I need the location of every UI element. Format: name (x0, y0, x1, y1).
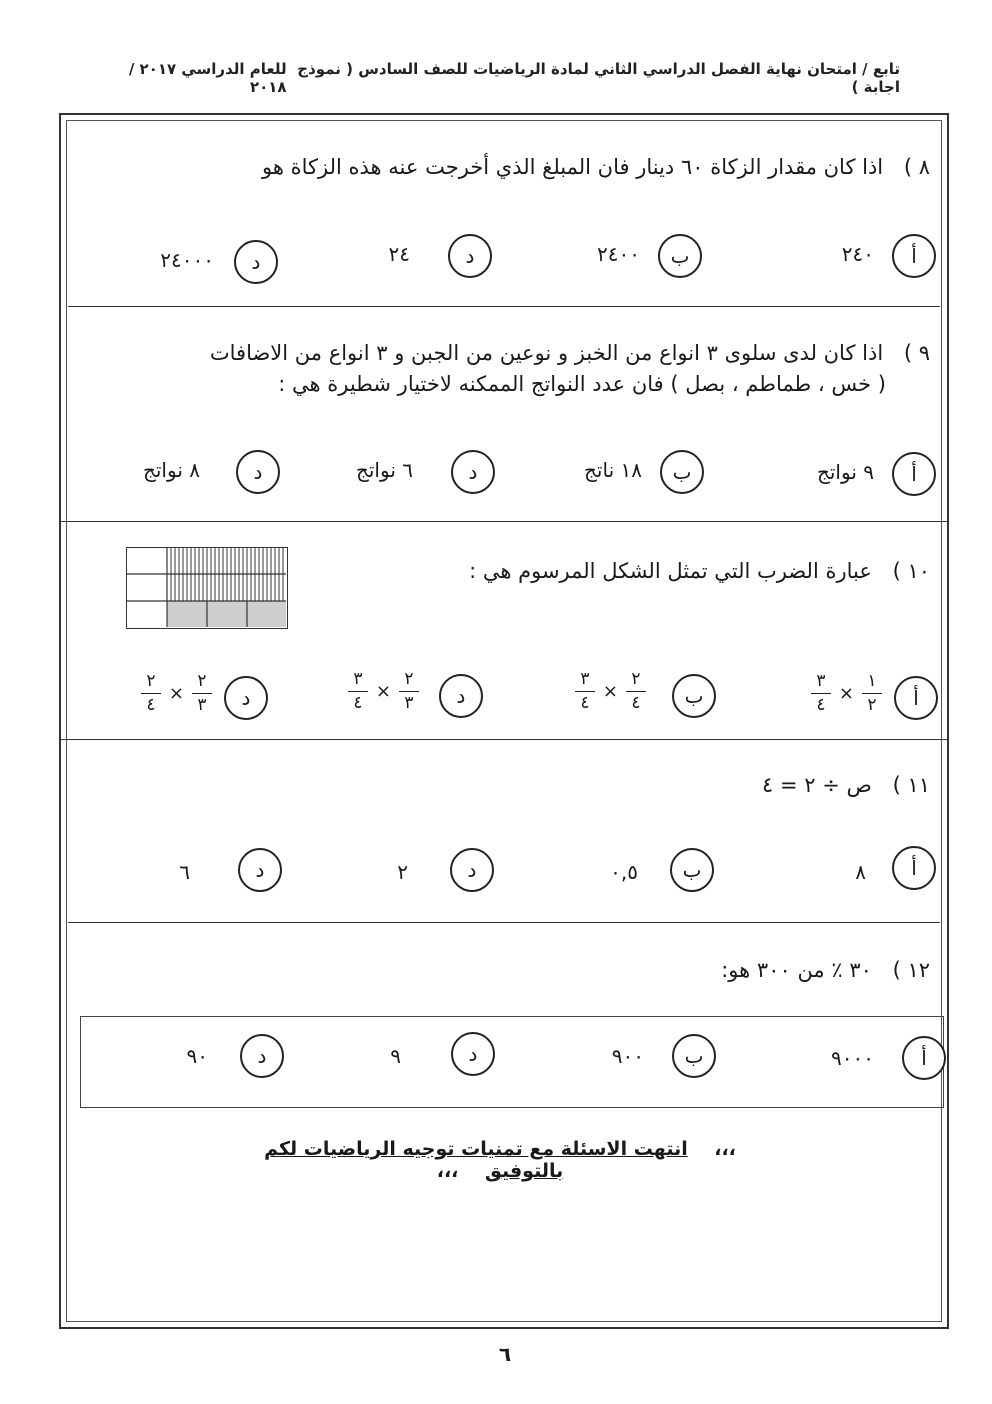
academic-year: للعام الدراسي ٢٠١٧ / ٢٠١٨ (128, 60, 287, 96)
fraction-expression (811, 672, 882, 715)
option-d[interactable] (112, 672, 268, 726)
times-sign: × (602, 681, 618, 702)
fraction-right: $\frac{١}{٢}$ (862, 672, 882, 715)
marks-right: ،،، (714, 1138, 736, 1160)
option-a[interactable] (780, 672, 938, 726)
times-sign: × (375, 681, 391, 702)
option-value: ٨ نواتج (142, 458, 200, 482)
option-letter: د (236, 450, 280, 494)
closing-message (220, 1138, 780, 1182)
option-d[interactable] (125, 450, 280, 498)
option-letter: د (450, 848, 494, 892)
option-c[interactable] (345, 450, 495, 498)
option-letter: د (224, 676, 268, 720)
question-10 (469, 556, 930, 587)
option-b[interactable] (600, 1034, 716, 1082)
question-text: عبارة الضرب التي تمثل الشكل المرسوم هي : (469, 559, 872, 583)
divider (60, 739, 948, 740)
option-letter: ب (672, 1034, 716, 1078)
exam-title: تابع / امتحان نهاية الفصل الدراسي الثاني لمادة الرياضيات للصف السادس ( نموذج اجابة ) (297, 60, 900, 96)
option-letter: د (448, 234, 492, 278)
option-letter: د (439, 674, 483, 718)
question-text: ص ÷ ٢ = ٤ (762, 773, 872, 797)
divider (68, 922, 940, 923)
option-c[interactable] (392, 848, 494, 896)
option-value: ١٨ ناتج (584, 458, 642, 482)
option-letter: د (238, 848, 282, 892)
option-b[interactable] (540, 670, 716, 724)
option-a[interactable] (838, 846, 936, 894)
marks-left: ،،، (436, 1160, 459, 1182)
option-letter: أ (892, 452, 936, 496)
option-value: ٢٤٠٠ (597, 242, 640, 266)
option-value: ٢٤ (388, 242, 410, 266)
option-b[interactable] (598, 848, 714, 896)
option-c[interactable] (370, 234, 492, 282)
divider (68, 306, 940, 307)
fraction-right: $\frac{٢}{٣}$ (399, 670, 419, 713)
question-number: ١١ ) (892, 773, 930, 797)
option-letter: د (451, 1032, 495, 1076)
question-text-line1: اذا كان لدى سلوى ٣ انواع من الخبز و نوعين من الجبن و ٣ انواع من الاضافات (209, 341, 884, 365)
option-c[interactable] (315, 670, 483, 724)
option-d[interactable] (172, 848, 282, 896)
question-number: ١٢ ) (892, 958, 930, 982)
fraction-left: $\frac{٢}{٤}$ (141, 672, 161, 715)
option-a[interactable] (800, 452, 936, 500)
area-model-figure (126, 547, 288, 629)
fraction-left: $\frac{٣}{٤}$ (348, 670, 368, 713)
option-value: ٩ (390, 1044, 401, 1068)
question-text-line2: ( خس ، طماطم ، بصل ) فان عدد النواتج الممكنه لاختيار شطيرة هي : (278, 372, 886, 396)
fraction-expression (141, 672, 212, 715)
option-a[interactable] (818, 1036, 946, 1084)
option-letter: أ (892, 234, 936, 278)
question-12 (721, 955, 930, 986)
option-value: ٦ نواتج (355, 458, 413, 482)
fraction-expression (348, 670, 419, 713)
question-number: ١٠ ) (892, 559, 930, 583)
question-number: ٩ ) (903, 341, 930, 365)
fraction-right: $\frac{٢}{٤}$ (626, 670, 646, 713)
page-header (100, 60, 900, 96)
option-letter: د (240, 1034, 284, 1078)
question-8 (262, 152, 930, 183)
option-letter: أ (892, 846, 936, 890)
option-b[interactable] (570, 234, 702, 282)
question-9 (210, 338, 930, 400)
option-letter: أ (894, 676, 938, 720)
option-value: ٩٠ (186, 1044, 208, 1068)
option-letter: ب (658, 234, 702, 278)
option-d[interactable] (130, 240, 278, 288)
option-value: ٢ (397, 860, 408, 884)
option-letter: ب (670, 848, 714, 892)
option-letter: ب (672, 674, 716, 718)
option-value: ٢٤٠ (841, 242, 874, 266)
fraction-left: $\frac{٣}{٤}$ (575, 670, 595, 713)
question-text: ٣٠ ٪ من ٣٠٠ هو: (721, 958, 872, 982)
option-value: ٩٠٠٠ (831, 1046, 874, 1070)
option-letter: أ (902, 1036, 946, 1080)
fraction-expression (575, 670, 646, 713)
times-sign: × (168, 683, 184, 704)
option-value: ٨ (855, 860, 866, 884)
option-letter: د (234, 240, 278, 284)
option-value: ٢٤٠٠٠ (160, 248, 214, 272)
option-a[interactable] (820, 234, 936, 282)
closing-text: انتهت الاسئلة مع تمنيات توجيه الرياضيات لكم بالتوفيق (264, 1138, 688, 1182)
option-value: ٦ (179, 860, 190, 884)
fraction-right: $\frac{٢}{٣}$ (192, 672, 212, 715)
page-number: ٦ (498, 1342, 512, 1366)
option-value: ٩ نواتج (816, 460, 874, 484)
question-11 (762, 770, 930, 801)
option-d[interactable] (182, 1034, 284, 1082)
option-b[interactable] (570, 450, 704, 498)
option-value: ٠,٥ (610, 860, 638, 884)
fraction-left: $\frac{٣}{٤}$ (811, 672, 831, 715)
divider (60, 521, 948, 522)
question-text: اذا كان مقدار الزكاة ٦٠ دينار فان المبلغ الذي أخرجت عنه هذه الزكاة هو (262, 155, 884, 179)
option-c[interactable] (385, 1032, 495, 1080)
option-letter: د (451, 450, 495, 494)
option-letter: ب (660, 450, 704, 494)
times-sign: × (838, 683, 854, 704)
option-value: ٩٠٠ (611, 1044, 644, 1068)
question-number: ٨ ) (903, 155, 930, 179)
